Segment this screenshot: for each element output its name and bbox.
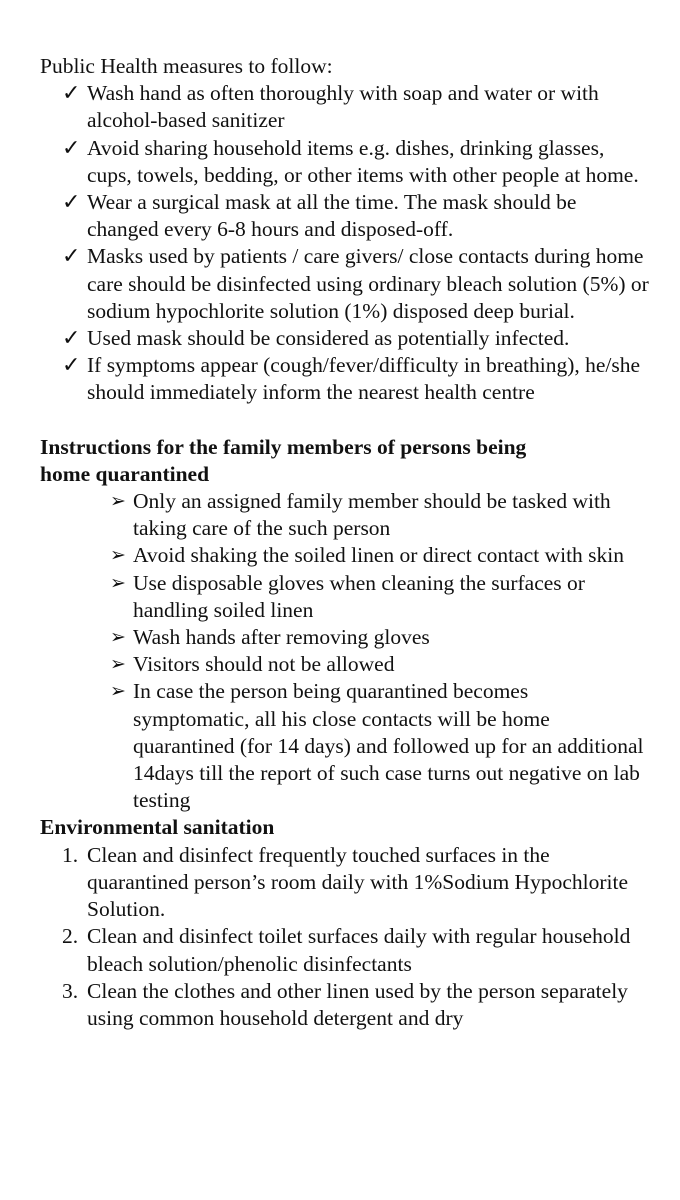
arrow-bullet-icon: ➢: [110, 490, 126, 513]
intro-line: Public Health measures to follow:: [40, 54, 333, 78]
list-item: [40, 352, 650, 406]
arrow-bullet-icon: ➢: [110, 653, 126, 676]
check-mark-icon: ✓: [62, 244, 81, 270]
list-item-text: Masks used by patients / care givers/ close contacts during home care should be disinfected using ordinary bleach solution (5%) or sodium hypochlorite solution (1%) disposed deep burial.: [87, 244, 649, 323]
list-item: [40, 570, 650, 624]
list-item: [40, 678, 650, 814]
list-item-text: In case the person being quarantined becomes symptomatic, all his close contacts will be home quarantined (for 14 days) and followed up for an additional 14days till the report of such case turns out negative on lab testing: [133, 679, 644, 813]
list-item: [40, 189, 650, 243]
arrow-bullet-icon: ➢: [110, 680, 126, 703]
family-instructions-list: [40, 488, 650, 814]
arrow-bullet-icon: ➢: [110, 544, 126, 567]
list-item: [40, 542, 650, 569]
list-item: [40, 325, 650, 352]
item-number: 3.: [62, 978, 79, 1003]
list-item-text: Visitors should not be allowed: [133, 652, 395, 677]
list-item-text: Wash hands after removing gloves: [133, 625, 430, 650]
list-item-text: If symptoms appear (cough/fever/difficulty in breathing), he/she should immediately inform the nearest health centre: [87, 353, 641, 405]
list-item-text: Clean and disinfect toilet surfaces daily with regular household bleach solution/phenolic disinfectants: [87, 924, 631, 976]
list-item: [40, 923, 650, 977]
list-item-text: Wash hand as often thoroughly with soap and water or with alcohol-based sanitizer: [87, 81, 599, 133]
check-mark-icon: ✓: [62, 326, 81, 352]
environmental-sanitation-list: [40, 842, 650, 1032]
list-item: [40, 651, 650, 678]
public-health-list: [40, 80, 650, 406]
check-mark-icon: ✓: [62, 190, 81, 216]
list-item: [40, 978, 650, 1032]
list-item: [40, 624, 650, 651]
list-item-text: Clean the clothes and other linen used by the person separately using common household detergent and dry: [87, 978, 628, 1030]
list-item: [40, 243, 650, 325]
item-number: 2.: [62, 924, 79, 949]
list-item-text: Clean and disinfect frequently touched surfaces in the quarantined person’s room daily with 1%Sodium Hypochlorite Solution.: [87, 842, 628, 922]
list-item: [40, 488, 650, 542]
check-mark-icon: ✓: [62, 135, 81, 161]
item-number: 1.: [62, 842, 79, 867]
list-item-text: Wear a surgical mask at all the time. The mask should be changed every 6-8 hours and disposed-off.: [87, 190, 577, 242]
list-item-text: Avoid shaking the soiled linen or direct contact with skin: [133, 543, 625, 568]
check-mark-icon: ✓: [62, 81, 81, 107]
list-item-text: Used mask should be considered as potentially infected.: [87, 326, 570, 351]
check-mark-icon: ✓: [62, 353, 81, 379]
arrow-bullet-icon: ➢: [110, 571, 126, 594]
arrow-bullet-icon: ➢: [110, 626, 126, 649]
list-item-text: Avoid sharing household items e.g. dishes, drinking glasses, cups, towels, bedding, or other items with other people at home.: [87, 135, 639, 187]
list-item: [40, 135, 650, 189]
list-item-text: Only an assigned family member should be tasked with taking care of the such person: [133, 489, 611, 541]
family-instructions-heading: Instructions for the family members of persons being home quarantined: [40, 434, 527, 486]
list-item: [40, 842, 650, 924]
environmental-sanitation-heading: Environmental sanitation: [40, 815, 275, 840]
list-item: [40, 80, 650, 134]
list-item-text: Use disposable gloves when cleaning the surfaces or handling soiled linen: [133, 570, 585, 622]
